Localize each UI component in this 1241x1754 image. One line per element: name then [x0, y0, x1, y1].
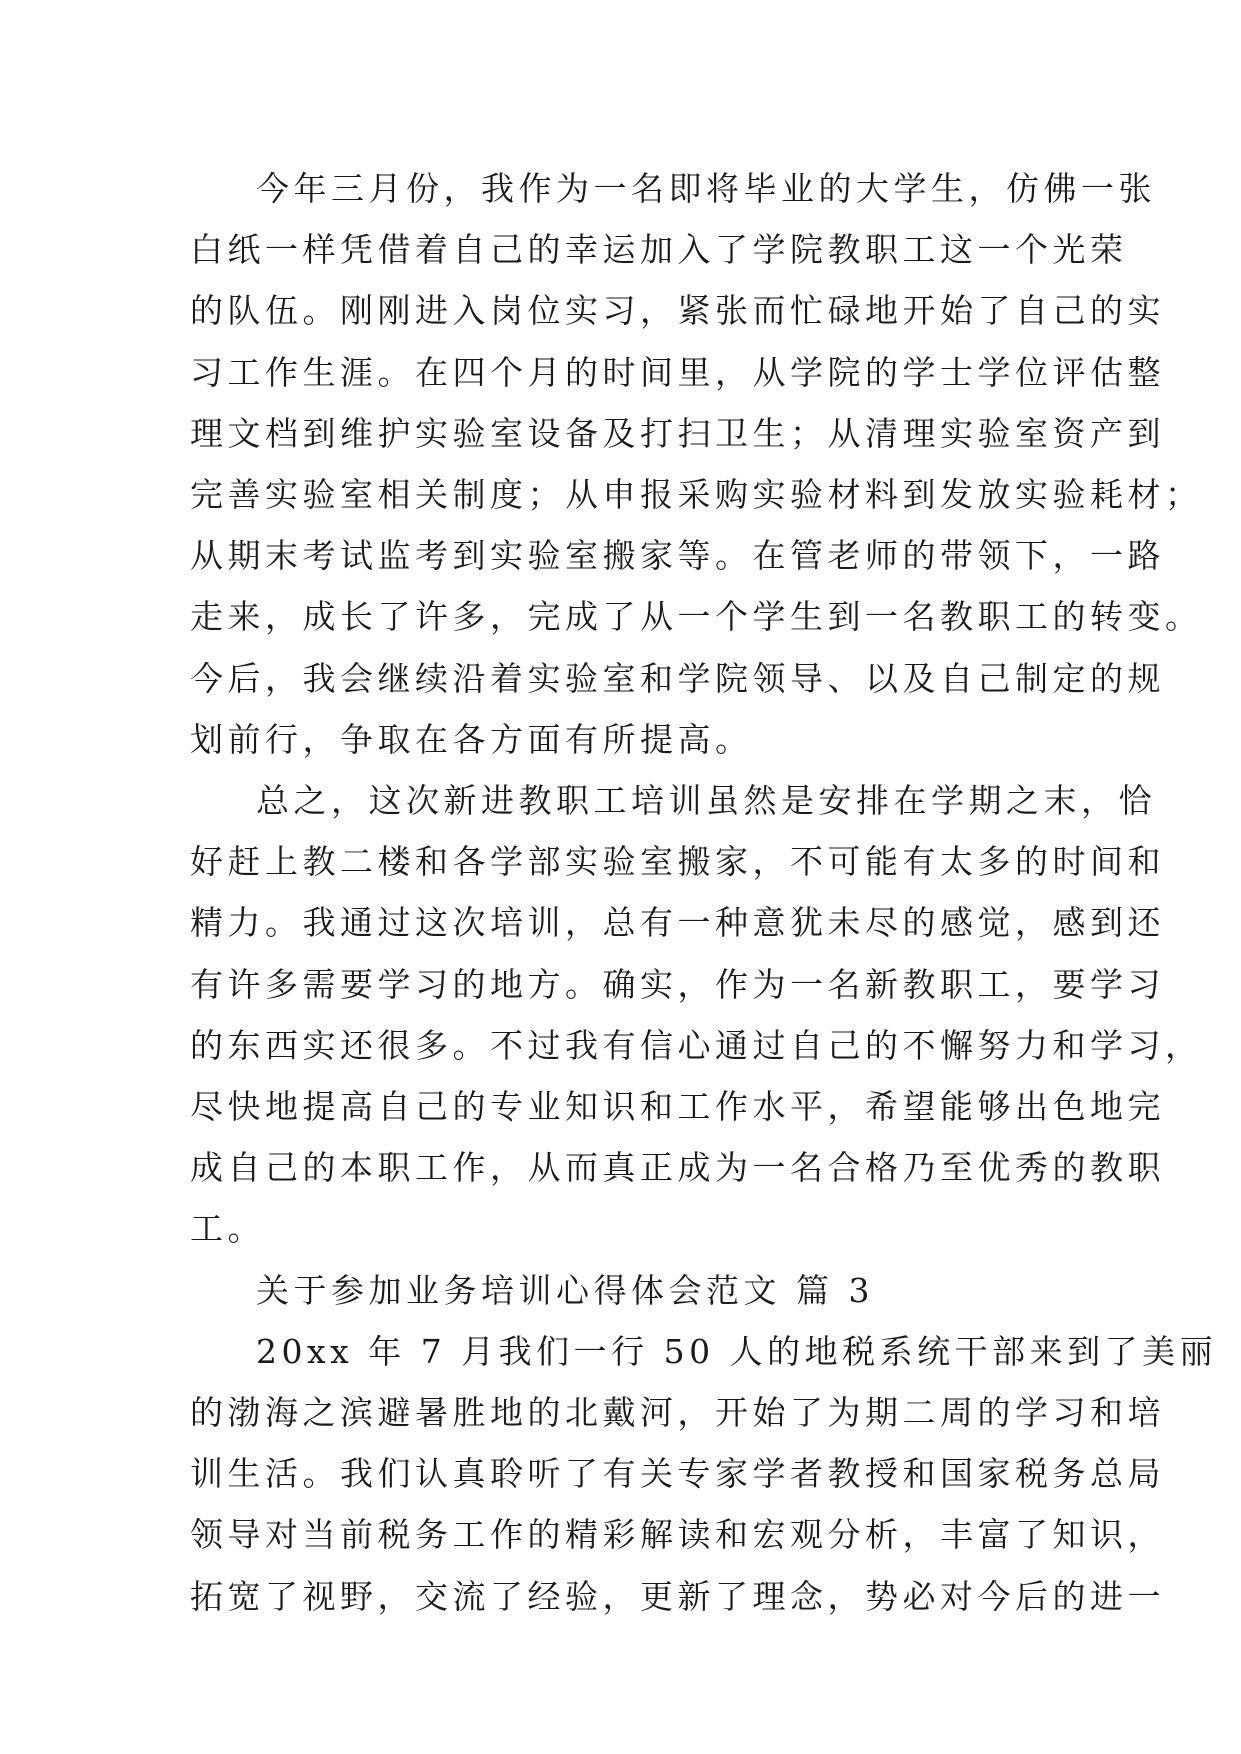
text-line: 习工作生涯。在四个月的时间里，从学院的学士学位评估整: [190, 352, 1165, 392]
text-line: 完善实验室相关制度；从申报采购实验材料到发放实验耗材；: [190, 475, 1203, 515]
text-line: 的渤海之滨避暑胜地的北戴河，开始了为期二周的学习和培: [190, 1393, 1165, 1433]
document-body: [190, 158, 1218, 1627]
text-line: 成自己的本职工作，从而真正成为一名合格乃至优秀的教职: [190, 1148, 1165, 1188]
paragraph: [190, 1321, 1218, 1627]
text-line: 理文档到维护实验室设备及打扫卫生；从清理实验室资产到: [190, 413, 1165, 453]
text-line: 从期末考试监考到实验室搬家等。在管老师的带领下，一路: [190, 536, 1165, 576]
paragraph: [190, 158, 1203, 770]
text-line: 总之，这次新进教职工培训虽然是安排在学期之末，恰: [256, 781, 1156, 821]
text-line: 尽快地提高自己的专业知识和工作水平，希望能够出色地完: [190, 1087, 1165, 1127]
text-line: 的队伍。刚刚进入岗位实习，紧张而忙碌地开始了自己的实: [190, 291, 1165, 331]
text-line: 的东西实还很多。不过我有信心通过自己的不懈努力和学习，: [190, 1025, 1203, 1065]
text-line: 有许多需要学习的地方。确实，作为一名新教职工，要学习: [190, 964, 1165, 1004]
text-line: 工。: [190, 1209, 265, 1249]
text-line: 精力。我通过这次培训，总有一种意犹未尽的感觉，感到还: [190, 903, 1165, 943]
paragraph: [190, 770, 1203, 1260]
text-line: 走来，成长了许多，完成了从一个学生到一名教职工的转变。: [190, 597, 1203, 637]
text-line: 今年三月份，我作为一名即将毕业的大学生，仿佛一张: [256, 169, 1156, 208]
text-line: 训生活。我们认真聆听了有关专家学者教授和国家税务总局: [190, 1454, 1165, 1494]
text-line: 拓宽了视野，交流了经验，更新了理念，势必对今后的进一: [190, 1576, 1165, 1616]
text-line: 领导对当前税务工作的精彩解读和宏观分析，丰富了知识，: [190, 1515, 1165, 1555]
text-line: 20xx 年 7 月我们一行 50 人的地税系统干部来到了美丽: [256, 1331, 1218, 1371]
text-line: 划前行，争取在各方面有所提高。: [190, 719, 753, 759]
text-line: 白纸一样凭借着自己的幸运加入了学院教职工这一个光荣: [190, 230, 1128, 270]
text-line: 好赶上教二楼和各学部实验室搬家，不可能有太多的时间和: [190, 842, 1165, 882]
text-line: 今后，我会继续沿着实验室和学院领导、以及自己制定的规: [190, 658, 1165, 698]
section-heading: 关于参加业务培训心得体会范文 篇 3: [256, 1270, 874, 1310]
